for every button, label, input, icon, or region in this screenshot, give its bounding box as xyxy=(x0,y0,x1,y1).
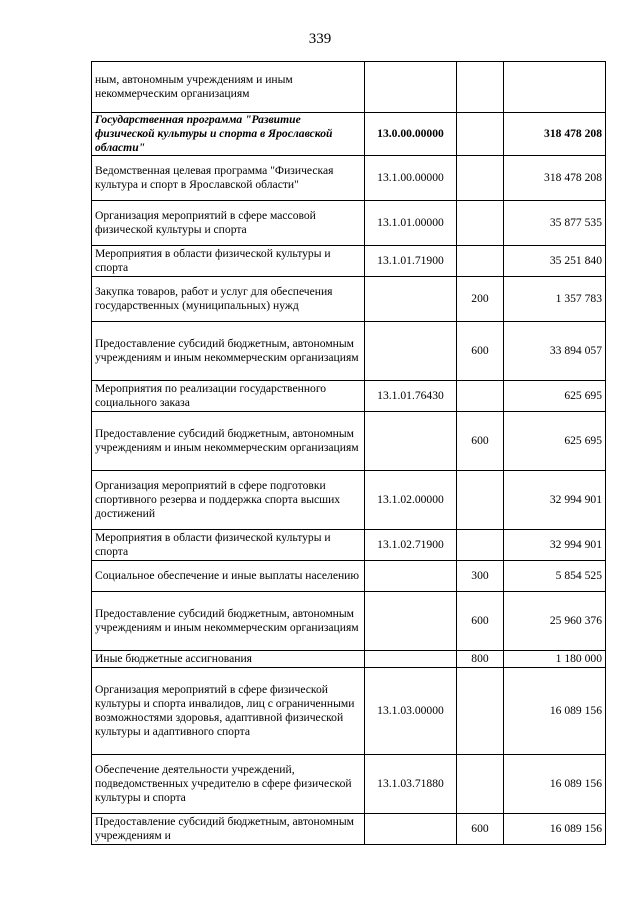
row-name-cell: Предоставление субсидий бюджетным, автономным учреждениям и xyxy=(92,814,365,845)
table-row xyxy=(92,814,606,845)
row-type-cell xyxy=(457,62,504,113)
row-sum-cell: 1 180 000 xyxy=(504,651,606,668)
row-sum-cell: 1 357 783 xyxy=(504,277,606,322)
table-row xyxy=(92,561,606,592)
row-code-cell: 13.1.01.71900 xyxy=(365,246,457,277)
row-type-cell xyxy=(457,471,504,530)
table-row xyxy=(92,156,606,201)
row-sum-cell: 35 251 840 xyxy=(504,246,606,277)
budget-table-body xyxy=(92,62,606,845)
row-sum-cell: 25 960 376 xyxy=(504,592,606,651)
row-type-cell xyxy=(457,113,504,156)
row-code-cell: 13.1.03.00000 xyxy=(365,668,457,755)
row-type-cell: 200 xyxy=(457,277,504,322)
table-row xyxy=(92,651,606,668)
table-row xyxy=(92,62,606,113)
row-type-cell xyxy=(457,530,504,561)
row-type-cell xyxy=(457,755,504,814)
row-type-cell: 600 xyxy=(457,322,504,381)
row-type-cell: 600 xyxy=(457,592,504,651)
row-name-cell: Закупка товаров, работ и услуг для обеспечения государственных (муниципальных) нужд xyxy=(92,277,365,322)
row-code-cell xyxy=(365,322,457,381)
table-row xyxy=(92,755,606,814)
row-code-cell xyxy=(365,592,457,651)
row-code-cell xyxy=(365,62,457,113)
row-name-cell: Иные бюджетные ассигнования xyxy=(92,651,365,668)
row-name-cell: ным, автономным учреждениям и иным некоммерческим организациям xyxy=(92,62,365,113)
row-sum-cell: 16 089 156 xyxy=(504,668,606,755)
row-type-cell: 600 xyxy=(457,412,504,471)
row-sum-cell: 35 877 535 xyxy=(504,201,606,246)
row-name-cell: Ведомственная целевая программа "Физическая культура и спорт в Ярославской области" xyxy=(92,156,365,201)
row-code-cell: 13.1.01.76430 xyxy=(365,381,457,412)
row-sum-cell: 16 089 156 xyxy=(504,755,606,814)
row-sum-cell: 318 478 208 xyxy=(504,156,606,201)
table-row xyxy=(92,246,606,277)
row-name-cell: Обеспечение деятельности учреждений, подведомственных учредителю в сфере физической культуры и спорта xyxy=(92,755,365,814)
table-row xyxy=(92,322,606,381)
row-type-cell: 600 xyxy=(457,814,504,845)
row-name-cell: Предоставление субсидий бюджетным, автономным учреждениям и иным некоммерческим организациям xyxy=(92,412,365,471)
row-type-cell xyxy=(457,381,504,412)
row-type-cell xyxy=(457,201,504,246)
page-number: 339 xyxy=(308,31,332,47)
table-row xyxy=(92,592,606,651)
row-type-cell: 800 xyxy=(457,651,504,668)
row-code-cell: 13.1.01.00000 xyxy=(365,201,457,246)
table-row xyxy=(92,113,606,156)
row-code-cell: 13.1.00.00000 xyxy=(365,156,457,201)
row-sum-cell: 5 854 525 xyxy=(504,561,606,592)
row-code-cell: 13.1.02.71900 xyxy=(365,530,457,561)
row-code-cell: 13.1.03.71880 xyxy=(365,755,457,814)
row-code-cell: 13.0.00.00000 xyxy=(365,113,457,156)
row-code-cell xyxy=(365,814,457,845)
table-row xyxy=(92,668,606,755)
row-sum-cell: 625 695 xyxy=(504,381,606,412)
row-code-cell xyxy=(365,277,457,322)
row-name-cell: Государственная программа "Развитие физической культуры и спорта в Ярославской области" xyxy=(92,113,365,156)
row-name-cell: Мероприятия по реализации государственного социального заказа xyxy=(92,381,365,412)
row-name-cell: Социальное обеспечение и иные выплаты населению xyxy=(92,561,365,592)
row-name-cell: Предоставление субсидий бюджетным, автономным учреждениям и иным некоммерческим организациям xyxy=(92,322,365,381)
row-code-cell xyxy=(365,651,457,668)
row-sum-cell: 33 894 057 xyxy=(504,322,606,381)
table-row xyxy=(92,471,606,530)
table-row xyxy=(92,277,606,322)
row-type-cell: 300 xyxy=(457,561,504,592)
table-row xyxy=(92,412,606,471)
row-name-cell: Предоставление субсидий бюджетным, автономным учреждениям и иным некоммерческим организациям xyxy=(92,592,365,651)
row-name-cell: Мероприятия в области физической культуры и спорта xyxy=(92,246,365,277)
row-code-cell xyxy=(365,561,457,592)
row-type-cell xyxy=(457,246,504,277)
row-sum-cell: 16 089 156 xyxy=(504,814,606,845)
row-sum-cell xyxy=(504,62,606,113)
table-row xyxy=(92,381,606,412)
row-sum-cell: 32 994 901 xyxy=(504,530,606,561)
row-name-cell: Мероприятия в области физической культуры и спорта xyxy=(92,530,365,561)
row-sum-cell: 32 994 901 xyxy=(504,471,606,530)
row-type-cell xyxy=(457,668,504,755)
row-sum-cell: 318 478 208 xyxy=(504,113,606,156)
table-row xyxy=(92,530,606,561)
row-name-cell: Организация мероприятий в сфере подготовки спортивного резерва и поддержка спорта высших достижений xyxy=(92,471,365,530)
row-code-cell: 13.1.02.00000 xyxy=(365,471,457,530)
row-sum-cell: 625 695 xyxy=(504,412,606,471)
row-name-cell: Организация мероприятий в сфере физической культуры и спорта инвалидов, лиц с ограниченными возможностями здоровья, адаптивной физической культуры и адаптивного спорта xyxy=(92,668,365,755)
table-row xyxy=(92,201,606,246)
row-code-cell xyxy=(365,412,457,471)
row-name-cell: Организация мероприятий в сфере массовой физической культуры и спорта xyxy=(92,201,365,246)
budget-table xyxy=(91,61,606,845)
row-type-cell xyxy=(457,156,504,201)
